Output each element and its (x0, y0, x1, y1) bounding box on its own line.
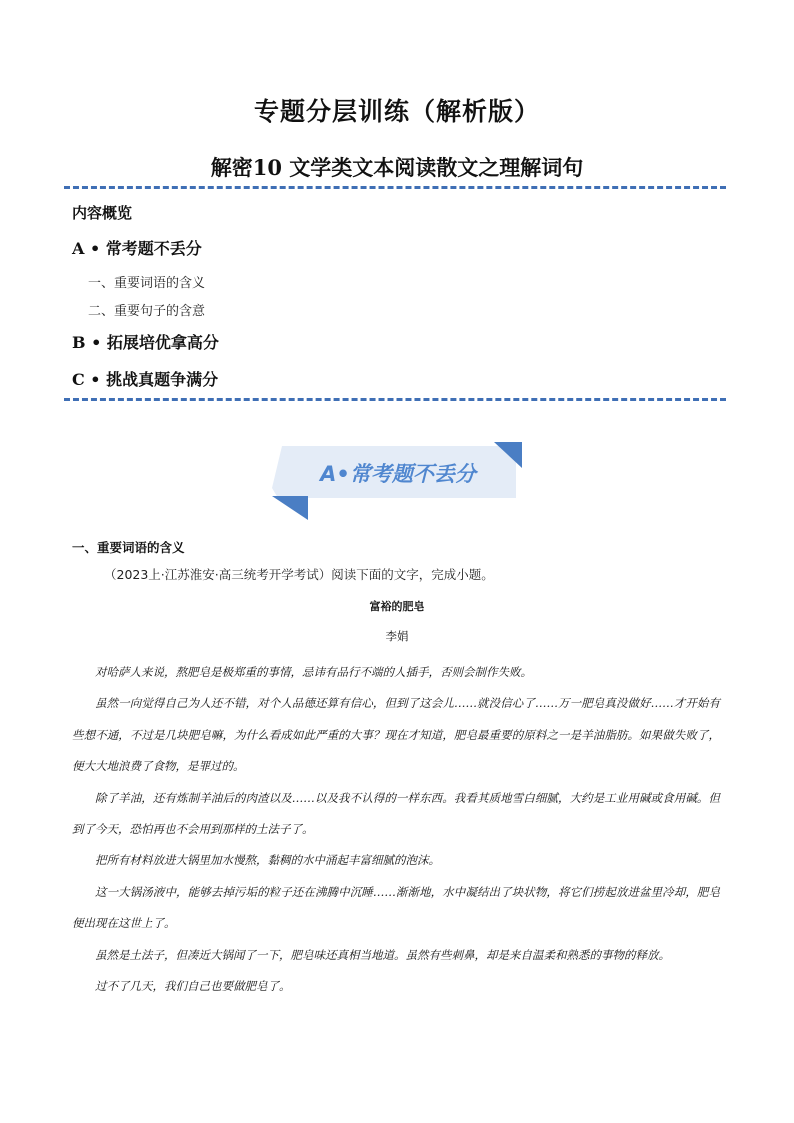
essay-paragraph: 除了羊油，还有炼制羊油后的肉渣以及……以及我不认得的一样东西。我看其质地雪白细腻，大约是工业用碱或食用碱。但到了今天，恐怕再也不会用到那样的土法子了。 (72, 790, 720, 837)
page-title: 专题分层训练（解析版） (253, 97, 540, 126)
question-intro: （2023上·江苏淮安·高三统考开学考试）阅读下面的文字，完成小题。 (104, 567, 494, 582)
toc-section-a: A • 常考题不丢分 (72, 239, 202, 258)
essay-paragraph: 过不了几天，我们自己也要做肥皂了。 (95, 979, 291, 994)
essay-paragraph: 这一大锅汤液中，能够去掉污垢的粒子还在沸腾中沉睡……渐渐地，水中凝结出了块状物，将它们捞起放进盆里冷却，肥皂便出现在这世上了。 (72, 884, 720, 931)
banner-graphic (268, 440, 528, 522)
essay-paragraph: 对哈萨人来说，熬肥皂是极郑重的事情，忌讳有品行不端的人插手，否则会制作失败。 (95, 665, 532, 679)
section-heading: 一、重要词语的含义 (72, 540, 185, 555)
essay-paragraph: 虽然是土法子，但凑近大锅闻了一下，肥皂味还真相当地道。虽然有些刺鼻，却是来自温柔和熟悉的事物的释放。 (95, 947, 670, 962)
banner-text: A•常考题不丢分 (320, 462, 476, 486)
essay-title: 富裕的肥皂 (369, 600, 425, 613)
divider-bottom (64, 398, 726, 401)
toc-section-c: C • 挑战真题争满分 (72, 370, 219, 389)
essay-paragraph: 虽然一向觉得自己为人还不错，对个人品德还算有信心，但到了这会儿……就没信心了……万一肥皂真没做好……才开始有些想不通，不过是几块肥皂嘛，为什么看成如此严重的大事？现在才知道，肥皂最重要的原料之一是羊油脂肪。如果做失败了，便大大地浪费了食物，是罪过的。 (72, 696, 720, 774)
toc-item-2: 二、重要句子的含意 (88, 304, 206, 319)
divider-top (64, 186, 726, 189)
toc-item-1: 一、重要词语的含义 (88, 276, 206, 291)
section-banner (268, 440, 528, 522)
essay-paragraph: 把所有材料放进大锅里加水慢熬，黏稠的水中涌起丰富细腻的泡沫。 (95, 853, 440, 868)
toc-section-b: B • 拓展培优拿高分 (72, 333, 219, 352)
page-subtitle: 解密10 文学类文本阅读散文之理解词句 (210, 155, 584, 180)
toc-heading: 内容概览 (72, 204, 133, 222)
essay-body (72, 657, 720, 1002)
essay-author: 李娟 (385, 629, 409, 643)
